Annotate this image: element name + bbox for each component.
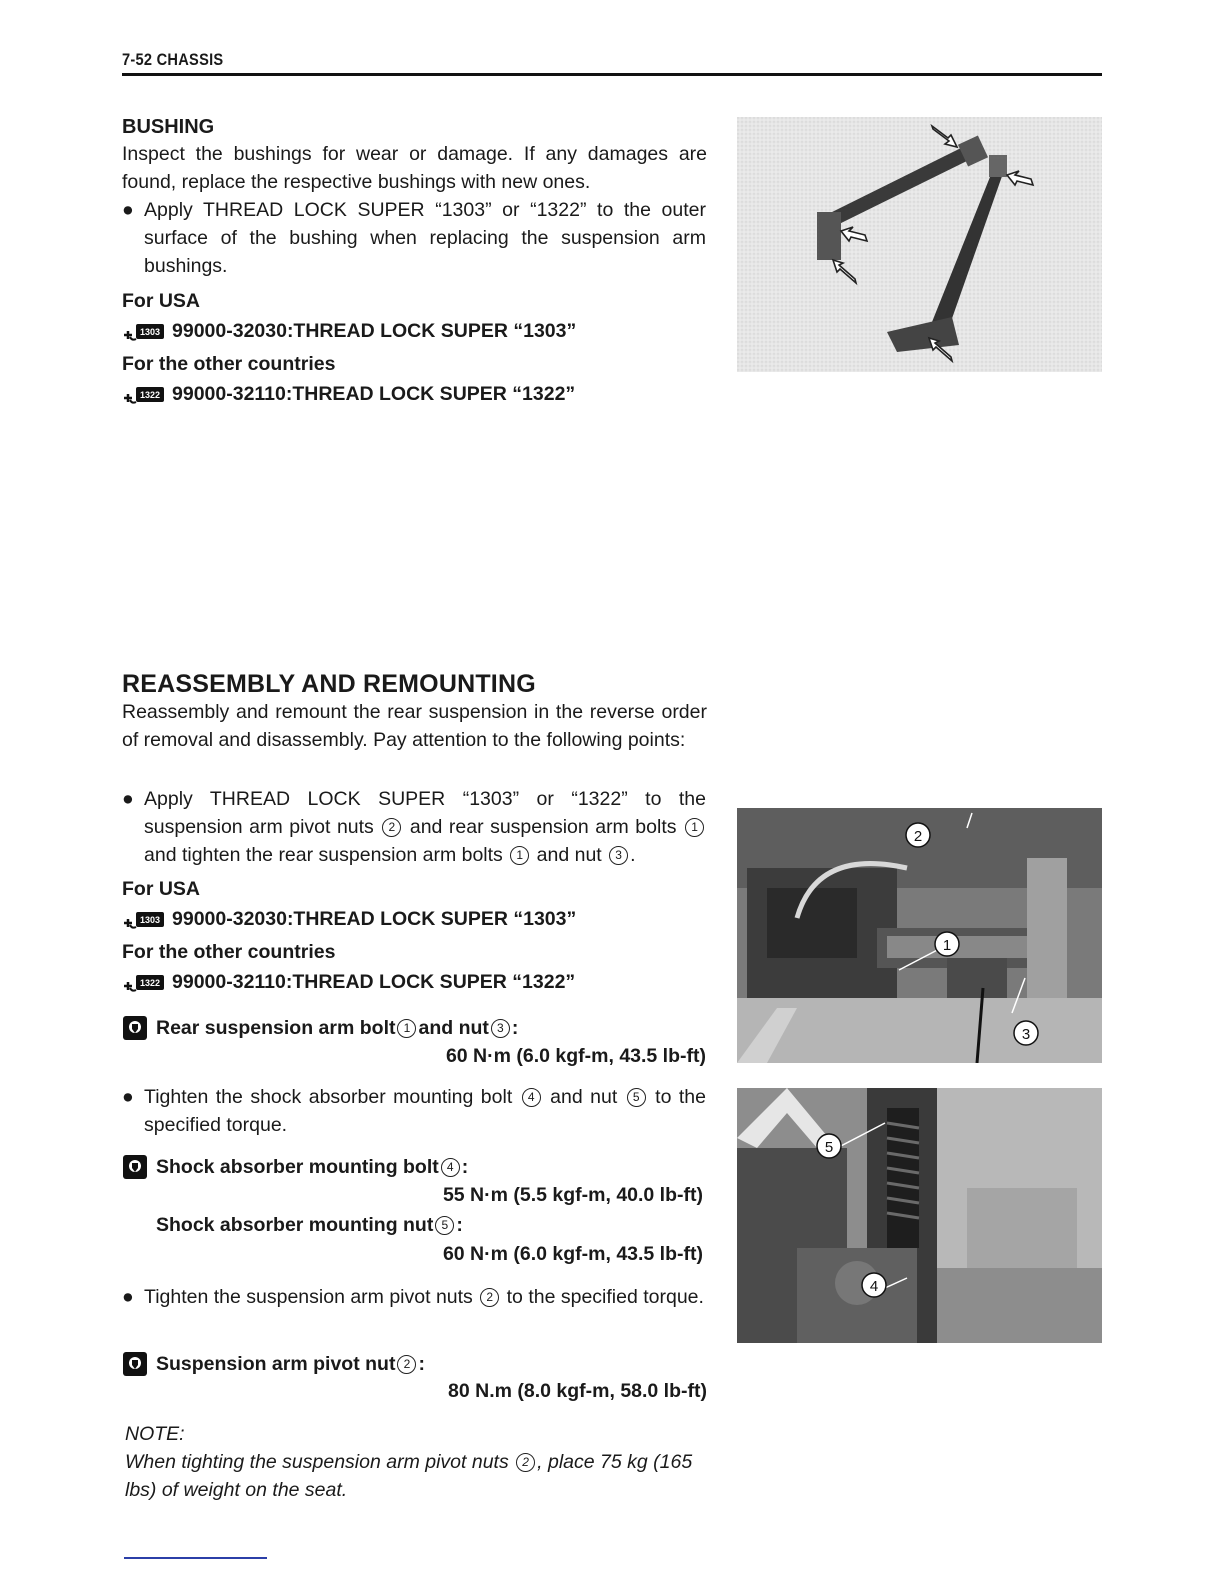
bushing-for-usa: For USA [122,290,200,312]
thread-lock-1303-icon [122,321,166,343]
bushing-usa-part-row [122,320,576,343]
bushing-bullet [122,196,706,280]
bushing-intro: Inspect the bushings for wear or damage. If any damages are found, replace the respective bushings with new ones. [122,143,707,193]
suspension-arm-photo [737,117,1102,372]
photo2-label-1: 1 [942,937,952,954]
svg-text:1322: 1322 [139,389,161,400]
reassembly-bullet-2: ● Tighten the shock absorber mounting bolt 4 and nut 5 to the specified torque. [122,1083,706,1139]
reassembly-bullet-3: ● Tighten the suspension arm pivot nuts 2 to the specified torque. [122,1283,706,1311]
torque-pivot-nut-value: 80 N.m (8.0 kgf-m, 58.0 lb-ft) [448,1380,707,1402]
note-label: NOTE: [125,1423,185,1445]
torque-shock-nut-value: 60 N·m (6.0 kgf-m, 43.5 lb-ft) [442,1243,703,1265]
torque-shock-bolt: Shock absorber mounting bolt 4 : [122,1154,468,1180]
torque-pivot-nut: Suspension arm pivot nut 2 : [122,1351,425,1377]
svg-text:1303: 1303 [139,326,161,337]
reassembly-intro: Reassembly and remount the rear suspension in the reverse order of removal and disassembly. Pay attention to the following points: [122,701,707,751]
bullet-dot: ● [122,1086,134,1108]
callout-2: 2 [480,1288,499,1307]
thread-lock-1322-icon [122,972,166,994]
photo2-label-2: 2 [913,828,923,845]
callout-5: 5 [435,1216,454,1235]
reassembly-usa-part-row [122,908,576,931]
callout-1: 1 [397,1019,416,1038]
reassembly-for-other: For the other countries [122,941,336,963]
bullet-dot: ● [122,1286,134,1308]
bushing-title: BUSHING [122,116,215,138]
reassembly-usa-part: 99000-32030:THREAD LOCK SUPER “1303” [172,908,577,930]
bushing-for-other: For the other countries [122,353,336,375]
callout-4: 4 [441,1158,460,1177]
header-rule [122,73,1102,76]
callout-1: 1 [510,846,529,865]
bushing-usa-part: 99000-32030:THREAD LOCK SUPER “1303” [172,320,577,342]
torque-rear-arm-bolt: Rear suspension arm bolt 1 and nut 3 : [122,1015,518,1041]
photo3-label-4: 4 [869,1278,879,1295]
torque-rear-arm-bolt-value: 60 N·m (6.0 kgf-m, 43.5 lb-ft) [445,1045,706,1067]
footer-rule [124,1557,267,1559]
torque-shock-nut: Shock absorber mounting nut 5 : [156,1214,463,1236]
torque-wrench-icon [122,1154,148,1180]
note-text: When tighting the suspension arm pivot nuts 2 , place 75 kg (165 lbs) of weight on the seat. [125,1451,693,1501]
thread-lock-1303-icon [122,909,166,931]
thread-lock-1322-icon [122,384,166,406]
photo2-label-3: 3 [1021,1026,1031,1043]
rear-arm-mount-photo [737,808,1102,1063]
callout-3: 3 [609,846,628,865]
callout-1: 1 [685,818,704,837]
reassembly-other-part-row [122,971,575,994]
reassembly-title: REASSEMBLY AND REMOUNTING [122,670,536,698]
bushing-other-part: 99000-32110:THREAD LOCK SUPER “1322” [172,383,576,405]
callout-4: 4 [522,1088,541,1107]
svg-text:1322: 1322 [139,977,161,988]
bullet-dot: ● [122,788,134,810]
bullet-dot: ● [122,199,134,221]
svg-text:1303: 1303 [139,914,161,925]
callout-3: 3 [491,1019,510,1038]
photo3-label-5: 5 [824,1139,834,1156]
reassembly-other-part: 99000-32110:THREAD LOCK SUPER “1322” [172,971,576,993]
torque-wrench-icon [122,1015,148,1041]
torque-shock-bolt-value: 55 N·m (5.5 kgf-m, 40.0 lb-ft) [442,1184,703,1206]
callout-2: 2 [397,1355,416,1374]
callout-2: 2 [516,1453,535,1472]
page-header: 7-52 CHASSIS [122,50,224,69]
torque-wrench-icon [122,1351,148,1377]
shock-absorber-photo [737,1088,1102,1343]
reassembly-bullet-1: ● Apply THREAD LOCK SUPER “1303” or “1322” to the suspension arm pivot nuts 2 and rear suspension arm bolts 1 and tighten the rear suspension arm bolts 1 and nut 3 . [122,785,706,869]
bushing-bullet-text: Apply THREAD LOCK SUPER “1303” or “1322” to the outer surface of the bushing when replacing the suspension arm bushings. [144,199,706,277]
callout-5: 5 [627,1088,646,1107]
bushing-other-part-row [122,383,575,406]
callout-2: 2 [382,818,401,837]
reassembly-for-usa: For USA [122,878,200,900]
